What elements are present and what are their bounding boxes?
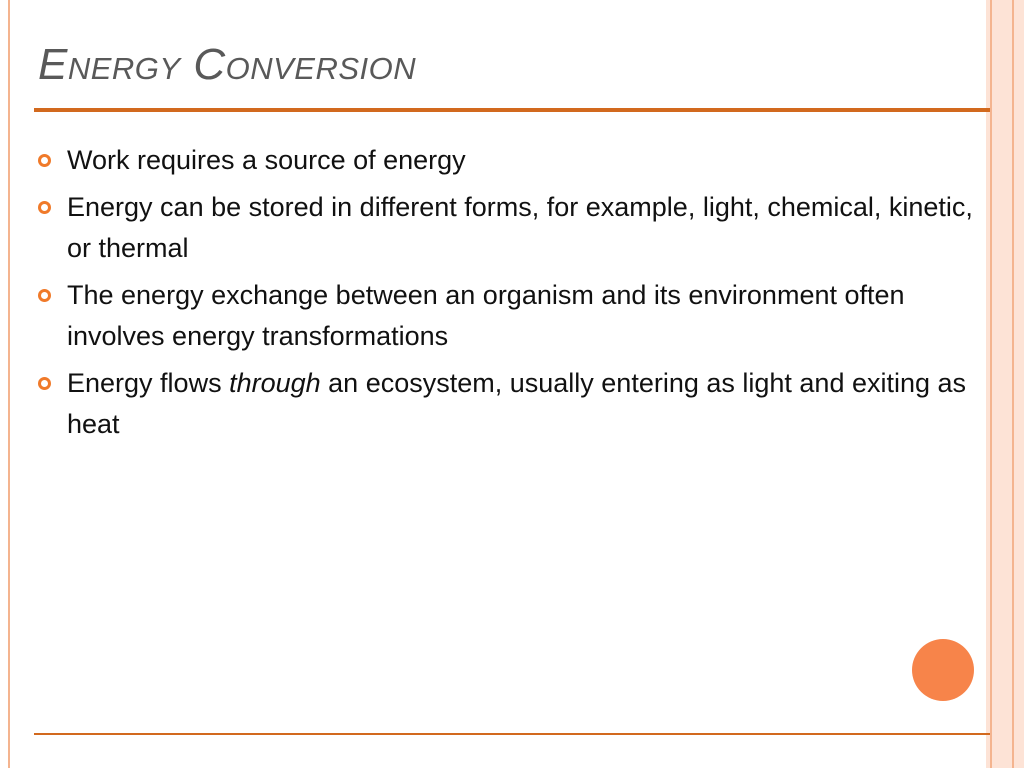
bullet-text-part: Energy flows [67, 368, 230, 398]
bullet-text: Work requires a source of energy [67, 145, 466, 175]
bullet-list [38, 140, 973, 451]
bullet-text: Energy can be stored in different forms, for example, light, chemical, kinetic, or thermal [67, 192, 973, 263]
ring-bullet-icon [38, 201, 51, 214]
ring-bullet-icon [38, 289, 51, 302]
title-rule [34, 108, 990, 112]
bullet-text-emphasis: through [229, 368, 321, 398]
bullet-item [38, 187, 973, 269]
ring-bullet-icon [38, 377, 51, 390]
frame-line-left [8, 0, 10, 768]
bullet-item [38, 275, 973, 357]
footer-rule [34, 733, 990, 735]
orange-circle-decoration [912, 639, 974, 701]
bullet-text-part: an ecosystem, usually entering as light and exiting as heat [67, 368, 967, 439]
ring-bullet-icon [38, 154, 51, 167]
bullet-text: The energy exchange between an organism and its environment often involves energy transformations [67, 280, 905, 351]
slide-title: Energy Conversion [38, 40, 417, 89]
bullet-item [38, 140, 973, 181]
frame-line-right-outer [1012, 0, 1014, 768]
bullet-item [38, 363, 973, 445]
frame-line-right-inner [990, 0, 992, 768]
